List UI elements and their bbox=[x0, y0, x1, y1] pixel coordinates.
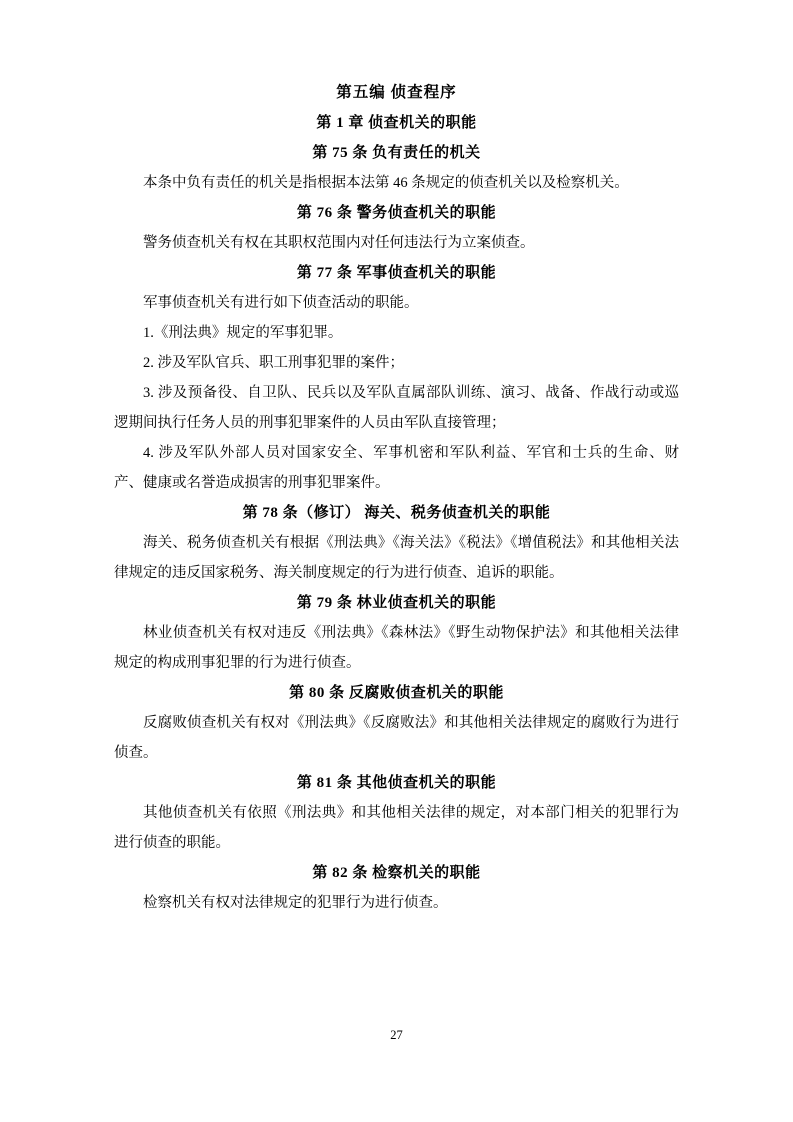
article-body-81: 其他侦查机关有依照《刑法典》和其他相关法律的规定，对本部门相关的犯罪行为进行侦查的职能。 bbox=[114, 805, 679, 851]
article-body-76: 警务侦查机关有权在其职权范围内对任何违法行为立案侦查。 bbox=[143, 235, 535, 251]
article-body-77: 军事侦查机关有进行如下侦查活动的职能。 bbox=[143, 295, 419, 311]
article-77-item-1: 1.《刑法典》规定的军事犯罪。 bbox=[143, 325, 343, 341]
article-body-79: 林业侦查机关有权对违反《刑法典》《森林法》《野生动物保护法》和其他相关法律规定的构成刑事犯罪的行为进行侦查。 bbox=[114, 625, 679, 671]
document-body bbox=[114, 78, 679, 918]
article-heading-75: 第 75 条 负有责任的机关 bbox=[312, 145, 481, 161]
article-heading-78: 第 78 条（修订） 海关、税务侦查机关的职能 bbox=[242, 505, 551, 521]
article-heading-77: 第 77 条 军事侦查机关的职能 bbox=[296, 265, 497, 281]
article-77-item-4: 4. 涉及军队外部人员对国家安全、军事机密和军队利益、军官和士兵的生命、财产、健康或名誉造成损害的刑事犯罪案件。 bbox=[114, 445, 679, 491]
article-77-item-3: 3. 涉及预备役、自卫队、民兵以及军队直属部队训练、演习、战备、作战行动或巡逻期间执行任务人员的刑事犯罪案件的人员由军队直接管理； bbox=[114, 385, 679, 431]
article-77-item-2: 2. 涉及军队官兵、职工刑事犯罪的案件； bbox=[143, 355, 404, 371]
article-heading-81: 第 81 条 其他侦查机关的职能 bbox=[296, 775, 497, 791]
article-body-82: 检察机关有权对法律规定的犯罪行为进行侦查。 bbox=[143, 895, 448, 911]
article-body-80: 反腐败侦查机关有权对《刑法典》《反腐败法》和其他相关法律规定的腐败行为进行侦查。 bbox=[114, 715, 679, 761]
section-title-part-five: 第五编 侦查程序 bbox=[336, 84, 457, 101]
article-heading-82: 第 82 条 检察机关的职能 bbox=[312, 865, 481, 881]
article-body-78: 海关、税务侦查机关有根据《刑法典》《海关法》《税法》《增值税法》和其他相关法律规定的违反国家税务、海关制度规定的行为进行侦查、追诉的职能。 bbox=[114, 535, 679, 581]
article-heading-80: 第 80 条 反腐败侦查机关的职能 bbox=[289, 685, 504, 701]
article-body-75: 本条中负有责任的机关是指根据本法第 46 条规定的侦查机关以及检察机关。 bbox=[143, 175, 629, 191]
article-heading-79: 第 79 条 林业侦查机关的职能 bbox=[296, 595, 497, 611]
article-heading-76: 第 76 条 警务侦查机关的职能 bbox=[296, 205, 497, 221]
page-number: 27 bbox=[390, 1028, 403, 1042]
chapter-title: 第 1 章 侦查机关的职能 bbox=[316, 115, 477, 131]
